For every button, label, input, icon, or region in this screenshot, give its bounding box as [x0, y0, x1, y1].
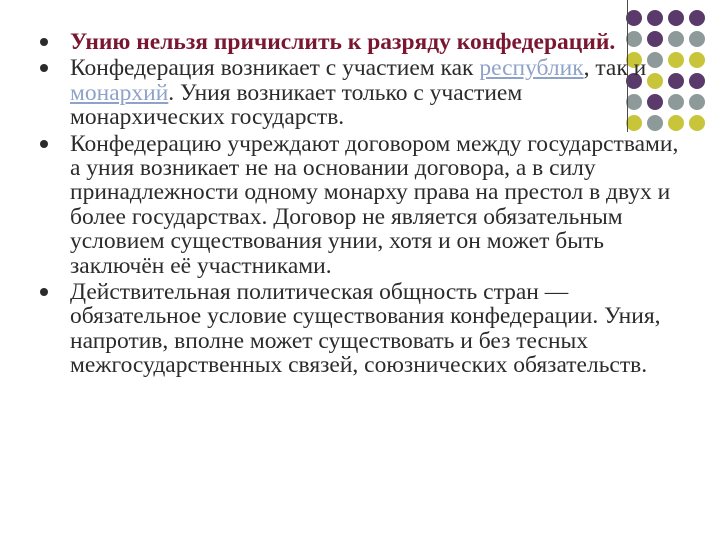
decorative-dot: [668, 10, 684, 26]
decorative-dot: [689, 94, 705, 110]
bullet-text: Действительная политическая общность стран — обязательное условие существования конфедерации. Уния, напротив, вполне может существовать и без тесных межгосударственных связей, союзнических обязательств.: [70, 279, 661, 379]
decorative-dot: [689, 115, 705, 131]
bullet-marker: [40, 38, 48, 46]
bullet-item: [40, 56, 680, 129]
decorative-dot: [689, 31, 705, 47]
text-link[interactable]: монархий: [70, 79, 169, 106]
decorative-dot: [626, 10, 642, 26]
decorative-dot: [689, 10, 705, 26]
text-link[interactable]: республик: [479, 55, 584, 82]
bullet-marker: [40, 64, 48, 72]
bullet-list: [40, 30, 680, 380]
decorative-dot: [689, 73, 705, 89]
bullet-heading: [40, 30, 680, 54]
bullet-marker: [40, 288, 48, 296]
bullet-text: Конфедерацию учреждают договором между государствами, а уния возникает не на основании договора, а в силу принадлежности одному монарху права на престол в двух и более государствах. Договор не является обязательным условием существования унии, хотя и он может быть заключён её участниками.: [70, 130, 679, 279]
bullet-text: . Уния возникает только с участием монархических государств.: [70, 79, 523, 131]
bullet-text: Конфедерация возникает с участием как: [70, 55, 480, 82]
bullet-text: , так и: [583, 55, 647, 82]
bullet-marker: [40, 140, 48, 148]
decorative-dot: [647, 10, 663, 26]
bullet-item: [40, 132, 680, 278]
decorative-dot: [689, 52, 705, 68]
bullet-text: Унию нельзя причислить к разряду конфедераций.: [70, 29, 616, 55]
bullet-item: [40, 280, 680, 378]
